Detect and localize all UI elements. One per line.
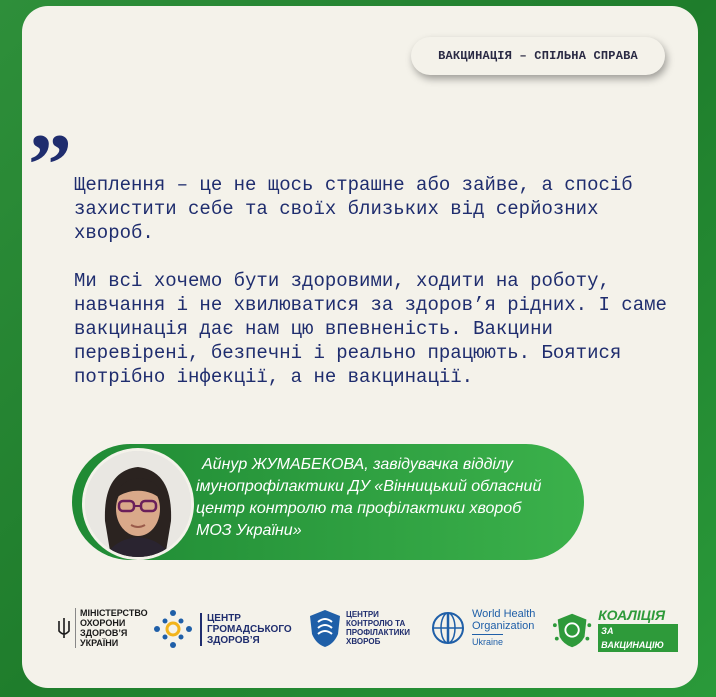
partner-logos [58, 608, 678, 664]
cgz-line-1: ЦЕНТР [207, 612, 241, 624]
trident-icon [58, 617, 70, 639]
quote-paragraph-1: Щеплення – це не щось страшне або зайве, а спосіб захистити себе та своїх близьких від серйозних хвороб. [74, 174, 633, 244]
ckpx-line-2: КОНТРОЛЮ ТА [346, 619, 406, 628]
who-logo [430, 608, 535, 648]
quote-mark-icon: ” [28, 117, 72, 214]
ckpx-line-3: ПРОФІЛАКТИКИ [346, 628, 410, 637]
author-title-line-4: МОЗ України» [196, 522, 302, 539]
shield-icon [308, 608, 342, 648]
author-name-line: Айнур ЖУМАБЕКОВА, завідувачка відділу [202, 456, 513, 473]
ckpx-line-4: ХВОРОБ [346, 637, 381, 646]
koalitsiya-emblem-icon [552, 609, 592, 651]
cgz-line-3: ЗДОРОВ’Я [207, 634, 260, 646]
koalitsiya-line-2: ЗА ВАКЦИНАЦІЮ [598, 624, 678, 652]
quote-text [74, 173, 674, 389]
campaign-tag [411, 37, 665, 75]
dotted-cross-icon [152, 608, 194, 650]
who-globe-icon [430, 610, 466, 646]
koalitsiya-line-1: КОАЛІЦІЯ [598, 607, 666, 623]
ckpx-line-1: ЦЕНТРИ [346, 610, 379, 619]
who-line-1: World Health [472, 608, 536, 620]
moz-line-4: УКРАЇНИ [80, 638, 119, 648]
ckpx-logo [308, 608, 410, 648]
cgz-logo [152, 608, 292, 650]
moz-logo [58, 608, 148, 648]
author-caption [196, 454, 576, 542]
author-title-line-3: центр контролю та профілактики хвороб [196, 500, 522, 517]
who-line-2: Organization [472, 620, 535, 632]
campaign-tag-label: ВАКЦИНАЦІЯ – СПІЛЬНА СПРАВА [438, 49, 638, 63]
moz-line-2: ОХОРОНИ [80, 618, 126, 628]
author-title-line-2: імунопрофілактики ДУ «Вінницький обласний [196, 478, 542, 495]
moz-line-1: МІНІСТЕРСТВО [80, 608, 148, 618]
cgz-line-2: ГРОМАДСЬКОГО [207, 623, 292, 635]
author-avatar [82, 448, 194, 560]
quote-paragraph-2: Ми всі хочемо бути здоровими, ходити на роботу, навчання і не хвилюватися за здоров’я рідних. І саме вакцинація дає нам цю впевненість. Вакцини перевірені, безпечні і реально працюють. Боятися потрібно інфекції, а не вакцинації. [74, 270, 667, 388]
who-line-3: Ukraine [472, 634, 503, 648]
koalitsiya-logo [552, 608, 678, 652]
moz-line-3: ЗДОРОВ’Я [80, 628, 128, 638]
